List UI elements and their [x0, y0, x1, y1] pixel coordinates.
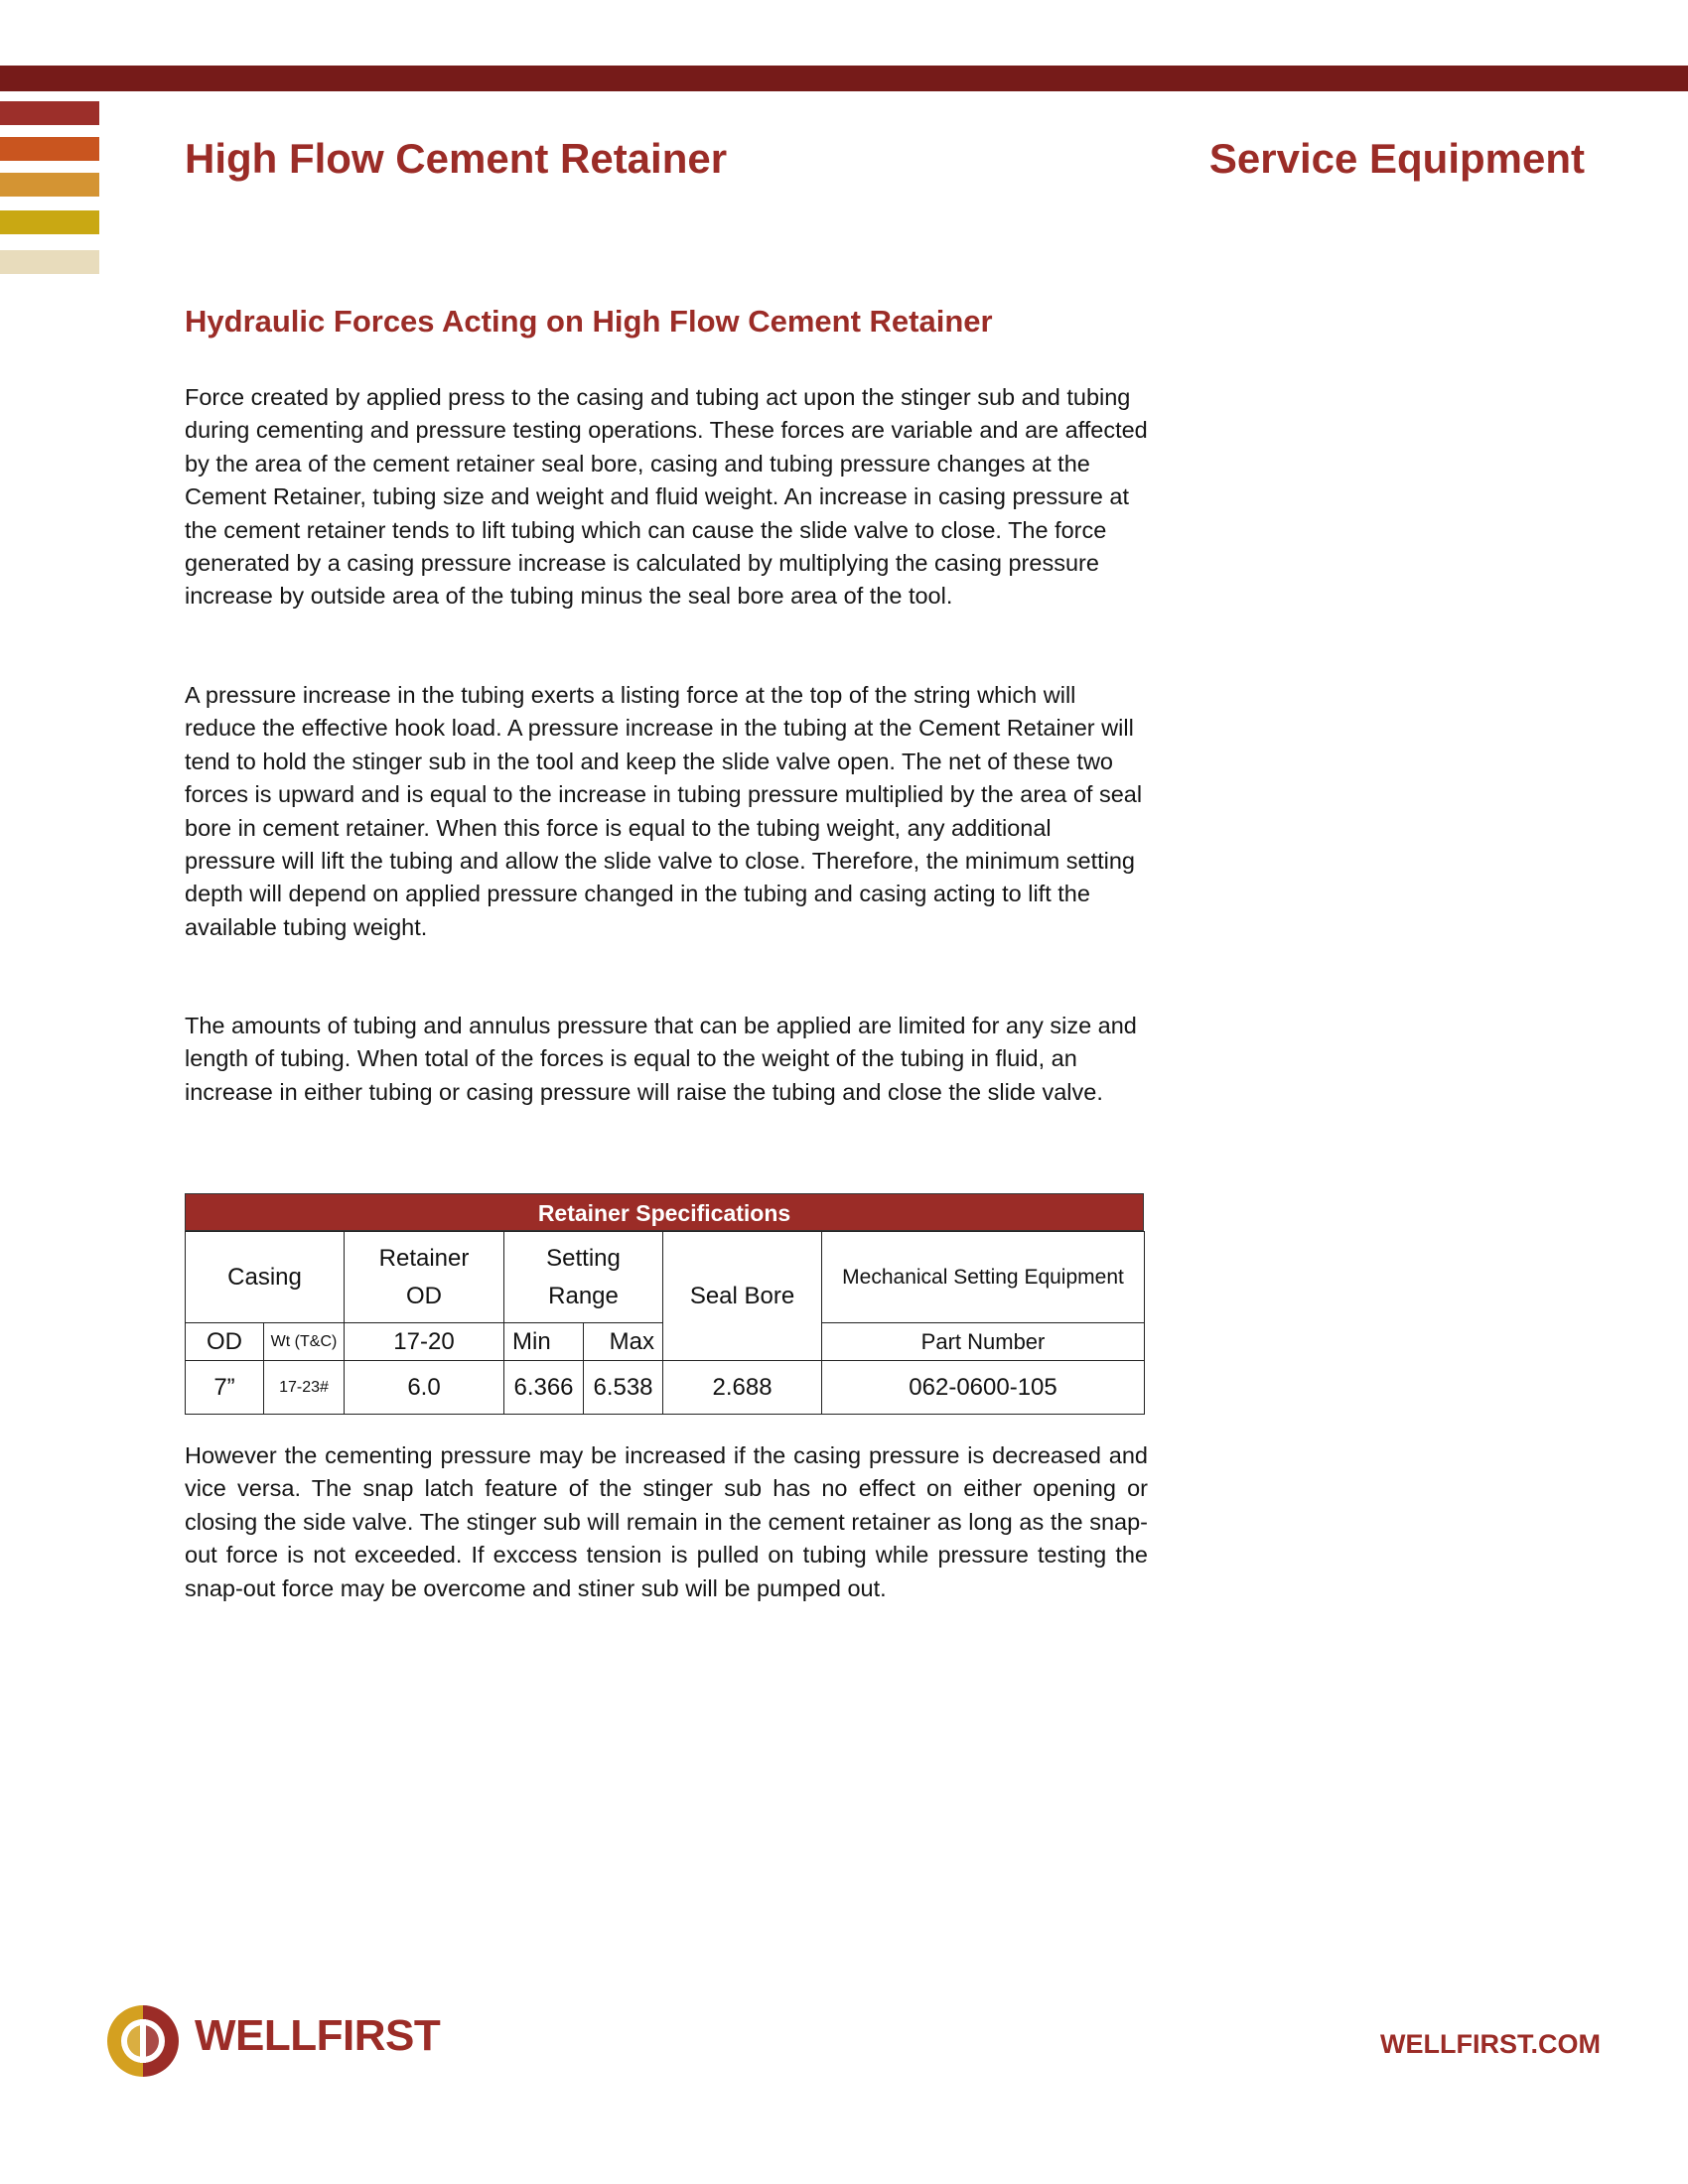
cell-retainer-od: 6.0 [345, 1361, 504, 1415]
header-casing: Casing [186, 1232, 345, 1323]
table-row [186, 1361, 1145, 1415]
header-retainer-od: Retainer OD [345, 1232, 504, 1323]
paragraph-snap-latch: However the cementing pressure may be increased if the casing pressure is decreased and vice versa. The snap latch feature of the stinger sub has no effect on either opening or closing the side valve. The stinger sub will remain in the cement retainer as long as the snap-out force is not exceeded. If exccess tension is pulled on tubing while pressure testing the snap-out force may be overcome and stiner sub will be pumped out. [185, 1442, 1148, 1601]
paragraph-tubing-pressure-main: A pressure increase in the tubing exerts a listing force at the top of the string which will reduce the effective hook load. A pressure increase in the tubing at the Cement Retainer will tend to hold the stinger sub in the tool and keep the slide valve open. The net of these two forces is upward and is equal to the increase in tubing pressure multiplied by the area of seal bore in cement retainer. When this force is equal to the tubing weight, any additional pressure will lift the tubing and allow the slide valve to close. Therefore, the minimum setting depth will depend on applied pressure changed in the tubing and casing acting to lift the [185, 682, 1143, 907]
spec-table [185, 1231, 1145, 1415]
subheader-od: OD [186, 1323, 264, 1361]
table-header-row [186, 1232, 1145, 1323]
decor-stripe-5 [0, 250, 99, 274]
subheader-part-number: Part Number [822, 1323, 1145, 1361]
decor-stripe-2 [0, 137, 99, 161]
header-setting-range: Setting Range [504, 1232, 663, 1323]
paragraph-casing-pressure: Force created by applied press to the casing and tubing act upon the stinger sub and tubing during cementing and pressure testing operations. These forces are variable and are affected by the area of the cement retainer seal bore, casing and tubing pressure changes at the Cement Retainer, tubing size and weight and fluid weight. An increase in casing pressure at the cement retainer tends to lift tubing which can cause the slide valve to close. The force generated by a casing pressure increase is calculated by multiplying the casing pressure increase by outside area of the tubing minus the seal bore area of the tool. [185, 384, 1148, 610]
cell-seal-bore: 2.688 [663, 1361, 822, 1415]
cell-wt: 17-23# [264, 1361, 345, 1415]
subheader-retainer-od-range: 17-20 [345, 1323, 504, 1361]
wellfirst-logo-icon [103, 2001, 183, 2081]
subheader-max: Max [584, 1323, 663, 1361]
subheader-min: Min [504, 1323, 584, 1361]
header-seal-bore: Seal Bore [663, 1232, 822, 1361]
brand-name: WELLFIRST [195, 2011, 441, 2060]
website-link[interactable]: WELLFIRST.COM [1380, 2029, 1601, 2059]
category-title: Service Equipment [1208, 135, 1585, 182]
paragraph-tubing-pressure-tail: available tubing weight. [185, 913, 428, 940]
section-heading: Hydraulic Forces Acting on High Flow Cement Retainer [185, 304, 993, 339]
cell-part-number: 062-0600-105 [822, 1361, 1145, 1415]
cell-od: 7” [186, 1361, 264, 1415]
decor-stripe-4 [0, 210, 99, 234]
cell-min: 6.366 [504, 1361, 584, 1415]
header-mechanical-setting-equipment: Mechanical Setting Equipment [822, 1232, 1145, 1323]
table-title: Retainer Specifications [185, 1193, 1144, 1231]
decor-stripe-3 [0, 173, 99, 197]
cell-max: 6.538 [584, 1361, 663, 1415]
retainer-specifications-table [185, 1193, 1144, 1415]
page-title: High Flow Cement Retainer [185, 135, 728, 182]
paragraph-pressure-limits: The amounts of tubing and annulus pressure that can be applied are limited for any size and length of tubing. When total of the forces is equal to the weight of the tubing in fluid, an increase in either tubing or casing pressure will raise the tubing and close the slide valve. [185, 1013, 1137, 1105]
decor-stripe-1 [0, 101, 99, 125]
paragraph-tubing-pressure [185, 679, 1148, 944]
top-banner-bar [0, 66, 1688, 91]
subheader-wt: Wt (T&C) [264, 1323, 345, 1361]
